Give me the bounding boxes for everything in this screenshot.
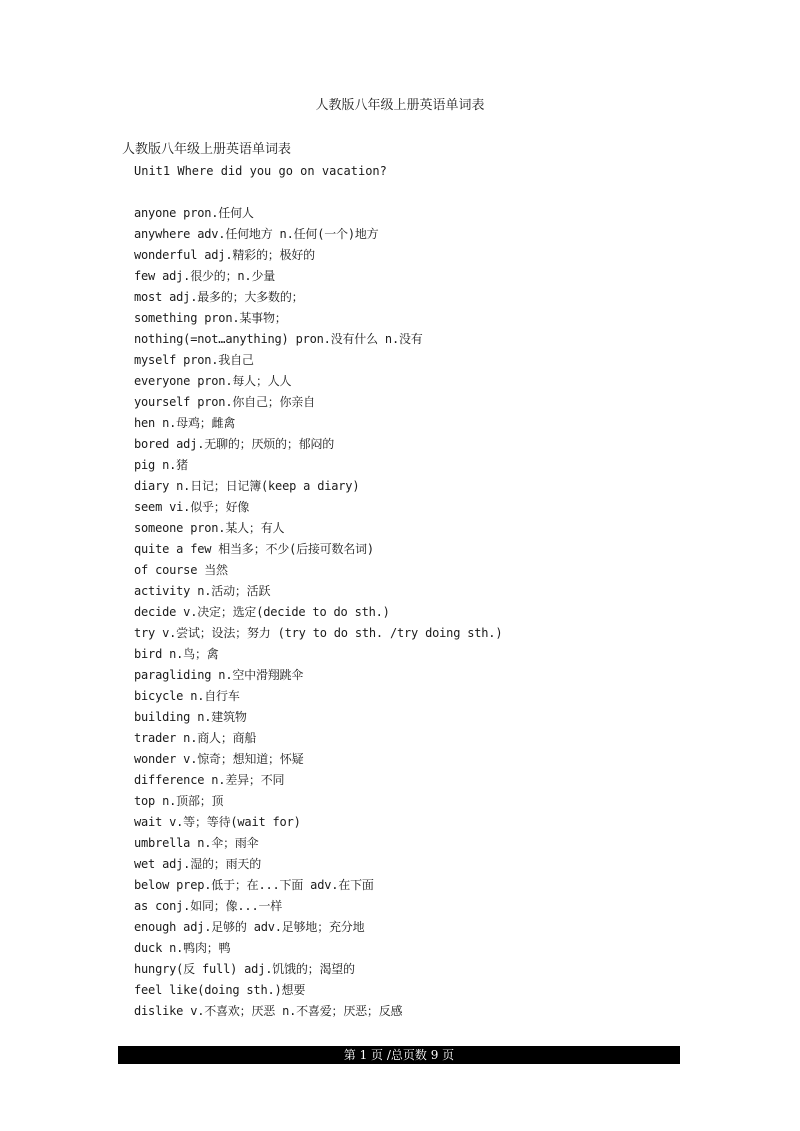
page-number-label: 第 1 页 /总页数 9 页 bbox=[343, 1048, 455, 1062]
vocabulary-entry: building n.建筑物 bbox=[134, 710, 247, 724]
vocabulary-entry: seem vi.似乎；好像 bbox=[134, 500, 250, 514]
vocabulary-entry: top n.顶部；顶 bbox=[134, 794, 224, 808]
vocabulary-entry: umbrella n.伞；雨伞 bbox=[134, 836, 259, 850]
vocabulary-entry: bird n.鸟；禽 bbox=[134, 647, 219, 661]
vocabulary-entry: feel like(doing sth.)想要 bbox=[134, 983, 306, 997]
vocabulary-entry: hungry(反 full) adj.饥饿的；渴望的 bbox=[134, 962, 355, 976]
vocabulary-entry: anyone pron.任何人 bbox=[134, 206, 254, 220]
vocabulary-entry: duck n.鸭肉；鸭 bbox=[134, 941, 231, 955]
vocabulary-entry: dislike v.不喜欢；厌恶 n.不喜爱；厌恶；反感 bbox=[134, 1004, 403, 1018]
vocabulary-entry: most adj.最多的；大多数的； bbox=[134, 290, 304, 304]
vocabulary-entry: something pron.某事物； bbox=[134, 311, 287, 325]
vocabulary-entry: myself pron.我自己 bbox=[134, 353, 254, 367]
vocabulary-entry: bicycle n.自行车 bbox=[134, 689, 240, 703]
vocabulary-list bbox=[134, 203, 502, 1022]
vocabulary-entry: of course 当然 bbox=[134, 563, 228, 577]
vocabulary-entry: quite a few 相当多；不少(后接可数名词) bbox=[134, 542, 374, 556]
vocabulary-entry: decide v.决定；选定(decide to do sth.) bbox=[134, 605, 390, 619]
vocabulary-entry: difference n.差异；不同 bbox=[134, 773, 285, 787]
vocabulary-entry: bored adj.无聊的；厌烦的；郁闷的 bbox=[134, 437, 335, 451]
vocabulary-entry: activity n.活动；活跃 bbox=[134, 584, 271, 598]
vocabulary-entry: everyone pron.每人；人人 bbox=[134, 374, 292, 388]
page-header-title: 人教版八年级上册英语单词表 bbox=[315, 98, 485, 113]
vocabulary-entry: wet adj.湿的；雨天的 bbox=[134, 857, 261, 871]
vocabulary-entry: diary n.日记；日记簿(keep a diary) bbox=[134, 479, 360, 493]
vocabulary-entry: enough adj.足够的 adv.足够地；充分地 bbox=[134, 920, 365, 934]
vocabulary-entry: trader n.商人；商船 bbox=[134, 731, 257, 745]
unit-title: Unit1 Where did you go on vacation? bbox=[134, 164, 387, 178]
vocabulary-entry: try v.尝试；设法；努力 (try to do sth. /try doing sth.) bbox=[134, 626, 503, 640]
vocabulary-entry: nothing(=not…anything) pron.没有什么 n.没有 bbox=[134, 332, 423, 346]
page-footer-bar bbox=[118, 1046, 680, 1064]
vocabulary-entry: yourself pron.你自己；你亲自 bbox=[134, 395, 315, 409]
vocabulary-entry: pig n.猪 bbox=[134, 458, 188, 472]
vocabulary-entry: wonder v.惊奇；想知道；怀疑 bbox=[134, 752, 304, 766]
vocabulary-entry: someone pron.某人；有人 bbox=[134, 521, 285, 535]
vocabulary-entry: hen n.母鸡；雌禽 bbox=[134, 416, 236, 430]
vocabulary-entry: below prep.低于；在...下面 adv.在下面 bbox=[134, 878, 374, 892]
vocabulary-entry: few adj.很少的；n.少量 bbox=[134, 269, 276, 283]
vocabulary-entry: paragliding n.空中滑翔跳伞 bbox=[134, 668, 304, 682]
vocabulary-entry: wait v.等；等待(wait for) bbox=[134, 815, 301, 829]
vocabulary-entry: anywhere adv.任何地方 n.任何(一个)地方 bbox=[134, 227, 379, 241]
document-heading: 人教版八年级上册英语单词表 bbox=[122, 142, 292, 157]
vocabulary-entry: as conj.如同；像...一样 bbox=[134, 899, 283, 913]
vocabulary-entry: wonderful adj.精彩的；极好的 bbox=[134, 248, 315, 262]
